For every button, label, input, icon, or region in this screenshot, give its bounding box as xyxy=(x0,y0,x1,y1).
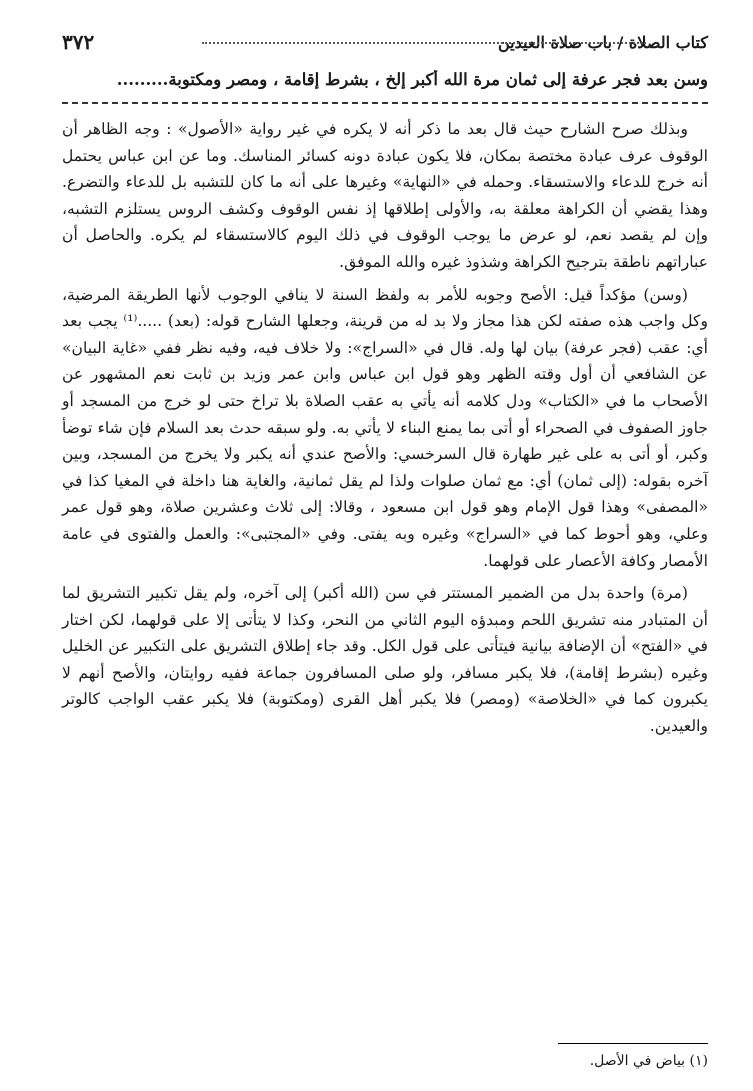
footnote-divider xyxy=(558,1043,708,1044)
paragraph: وبذلك صرح الشارح حيث قال بعد ما ذكر أنه لا يكره في غير رواية «الأصول» : وجه الظاهر أن الوقوف عرف عبادة مختصة بمكان، فلا يكون عبادة دونه كسائر المناسك. وما عن ابن عباس يحتمل أنه خرج للدعاء والاستسقاء. وحمله في «النهاية» وغيرها على أنه ما كان للتشبه بل للدعاء والتضرع. وهذا يقضي أن الكراهة معلقة به، والأولى إطلاقها إذ نفس الوقوف وكشف الروس يستلزم التشبه، وإن لم يقصد نعم، لو عرض ما يوجب الوقوف في ذلك اليوم كالاستسقاء لم يكره. والحاصل أن عباراتهم ناطقة بترجيح الكراهة وشذوذ غيره والله الموفق. xyxy=(62,120,708,271)
running-title: كتاب الصلاة / باب صلاة العيدين xyxy=(497,32,708,52)
paragraph: (مرة) واحدة بدل من الضمير المستتر في سن (الله أكبر) إلى آخره، ولم يقل تكبير التشريق لما أن المتبادر منه تشريق اللحم ومبدؤه اليوم الثاني من النحر، وكذا لا يتأتى إلا على قولهما، لكن اختار في «الفتح» أن الإضافة بيانية فيتأتى على قول الكل. وقد جاء إطلاق التشريق على التكبير عن الخليل وغيره (بشرط إقامة)، فلا يكبر مسافر، ولو صلى المسافرون جماعة ففيه روايتان، والأصح أنهم لا يكبرون كما في «الخلاصة» (ومصر) فلا يكبر أهل القرى (ومكتوبة) فلا يكبر عقب الواجب كالوتر والعيدين. xyxy=(62,584,708,736)
header-dotted-leader xyxy=(202,42,646,44)
commentary-body xyxy=(62,116,708,746)
paragraph: (وسن) مؤكداً قيل: الأصح وجوبه للأمر به ولفظ السنة لا ينافي الوجوب لأنها الطريقة المرضية، وكل واجب هذه صفته لكن هذا مجاز ولا بد له من قرينة، وجعلها الشارح قوله: (بعد) .....⁽¹⁾ يجب بعد أي: عقب (فجر عرفة) بيان لها وله. قال في «السراج»: ولا خلاف فيه، وفيه نظر ففي «غاية البيان» عن الشافعي أن أول وقته الظهر وهو قول ابن عباس وابن عمر وزيد بن ثابت نعم المشهور عن الأصحاب ما في «الكتاب» ودل كلامه أنه يأتي به عقب الصلاة بلا تراخ حتى لو خرج من المسجد أو جاوز الصفوف في الصحراء أو أتى بما يمنع البناء لا يأتي به. ولو سبقه حدث بعد السلام فإن شاء توضأ وكبر، أو أتى به على غير طهارة قال السرخسي: والأصح عندي أنه يكبر ولا يخرج من المسجد، وبين آخره بقوله: (إلى ثمان) أي: مع ثمان صلوات ولذا لم يقل ثمانية، والغاية هنا داخلة في المغيا كذا في «المصفى» وهذا قول الإمام وهو قول ابن مسعود ، وقالا: إلى ثلاث وعشرين صلاة، وهو قول عمر وعلي، وهو أحوط كما في «السراج» وغيره وبه يفتى. وفي «المجتبى»: والعمل والفتوى في عامة الأمصار وكافة الأعصار على قولهما. xyxy=(62,285,708,570)
page-number: ٣٧٢ xyxy=(62,30,95,54)
matn-divider xyxy=(62,102,708,104)
matn-line: وسن بعد فجر عرفة إلى ثمان مرة الله أكبر إلخ ، بشرط إقامة ، ومصر ومكتوبة......... xyxy=(116,70,708,89)
footnote: (١) بياض في الأصل. xyxy=(589,1053,708,1069)
book-page xyxy=(62,28,708,1073)
